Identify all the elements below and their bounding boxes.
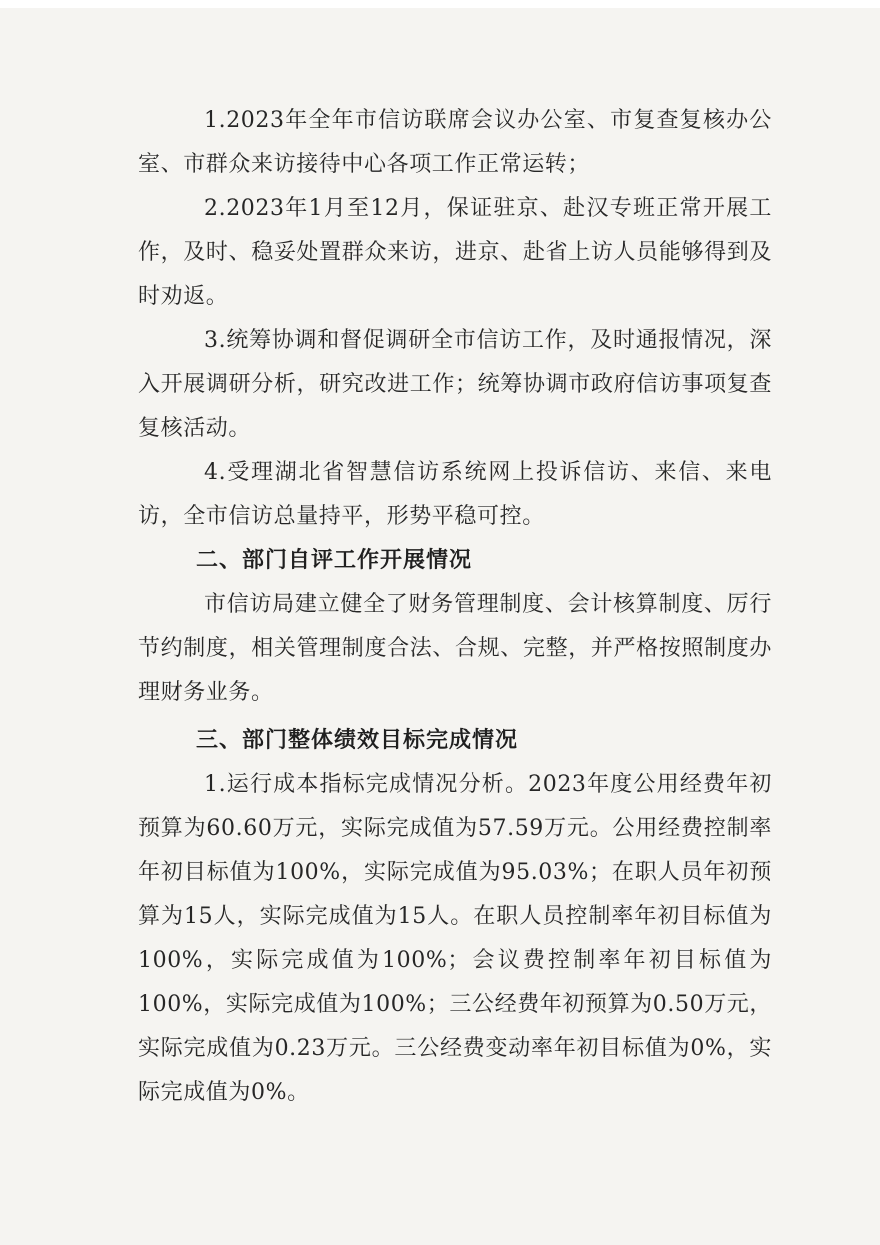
paragraph-item-3: 3.统筹协调和督促调研全市信访工作，及时通报情况，深入开展调研分析，研究改进工作；统筹协调市政府信访事项复查复核活动。 xyxy=(138,328,772,441)
paragraph-item-1: 1.2023年全年市信访联席会议办公室、市复查复核办公室、市群众来访接待中心各项工作正常运转； xyxy=(138,108,772,177)
section-2-body: 市信访局建立健全了财务管理制度、会计核算制度、厉行节约制度，相关管理制度合法、合规、完整，并严格按照制度办理财务业务。 xyxy=(138,592,772,705)
document-body xyxy=(138,99,772,1115)
paragraph-item-4: 4.受理湖北省智慧信访系统网上投诉信访、来信、来电访，全市信访总量持平，形势平稳可控。 xyxy=(138,460,772,529)
paragraph-item-2: 2.2023年1月至12月，保证驻京、赴汉专班正常开展工作，及时、稳妥处置群众来访，进京、赴省上访人员能够得到及时劝返。 xyxy=(138,196,772,309)
section-3-body: 1.运行成本指标完成情况分析。2023年度公用经费年初预算为60.60万元，实际完成值为57.59万元。公用经费控制率年初目标值为100%，实际完成值为95.03%；在职人员年初预算为15人，实际完成值为15人。在职人员控制率年初目标值为100%，实际完成值为100%；会议费控制率年初目标值为100%，实际完成值为100%；三公经费年初预算为0.50万元，实际完成值为0.23万元。三公经费变动率年初目标值为0%，实际完成值为0%。 xyxy=(138,772,772,1105)
page-top-edge xyxy=(0,0,880,8)
section-heading-2: 二、部门自评工作开展情况 xyxy=(196,548,473,573)
section-heading-3: 三、部门整体绩效目标完成情况 xyxy=(196,728,519,753)
